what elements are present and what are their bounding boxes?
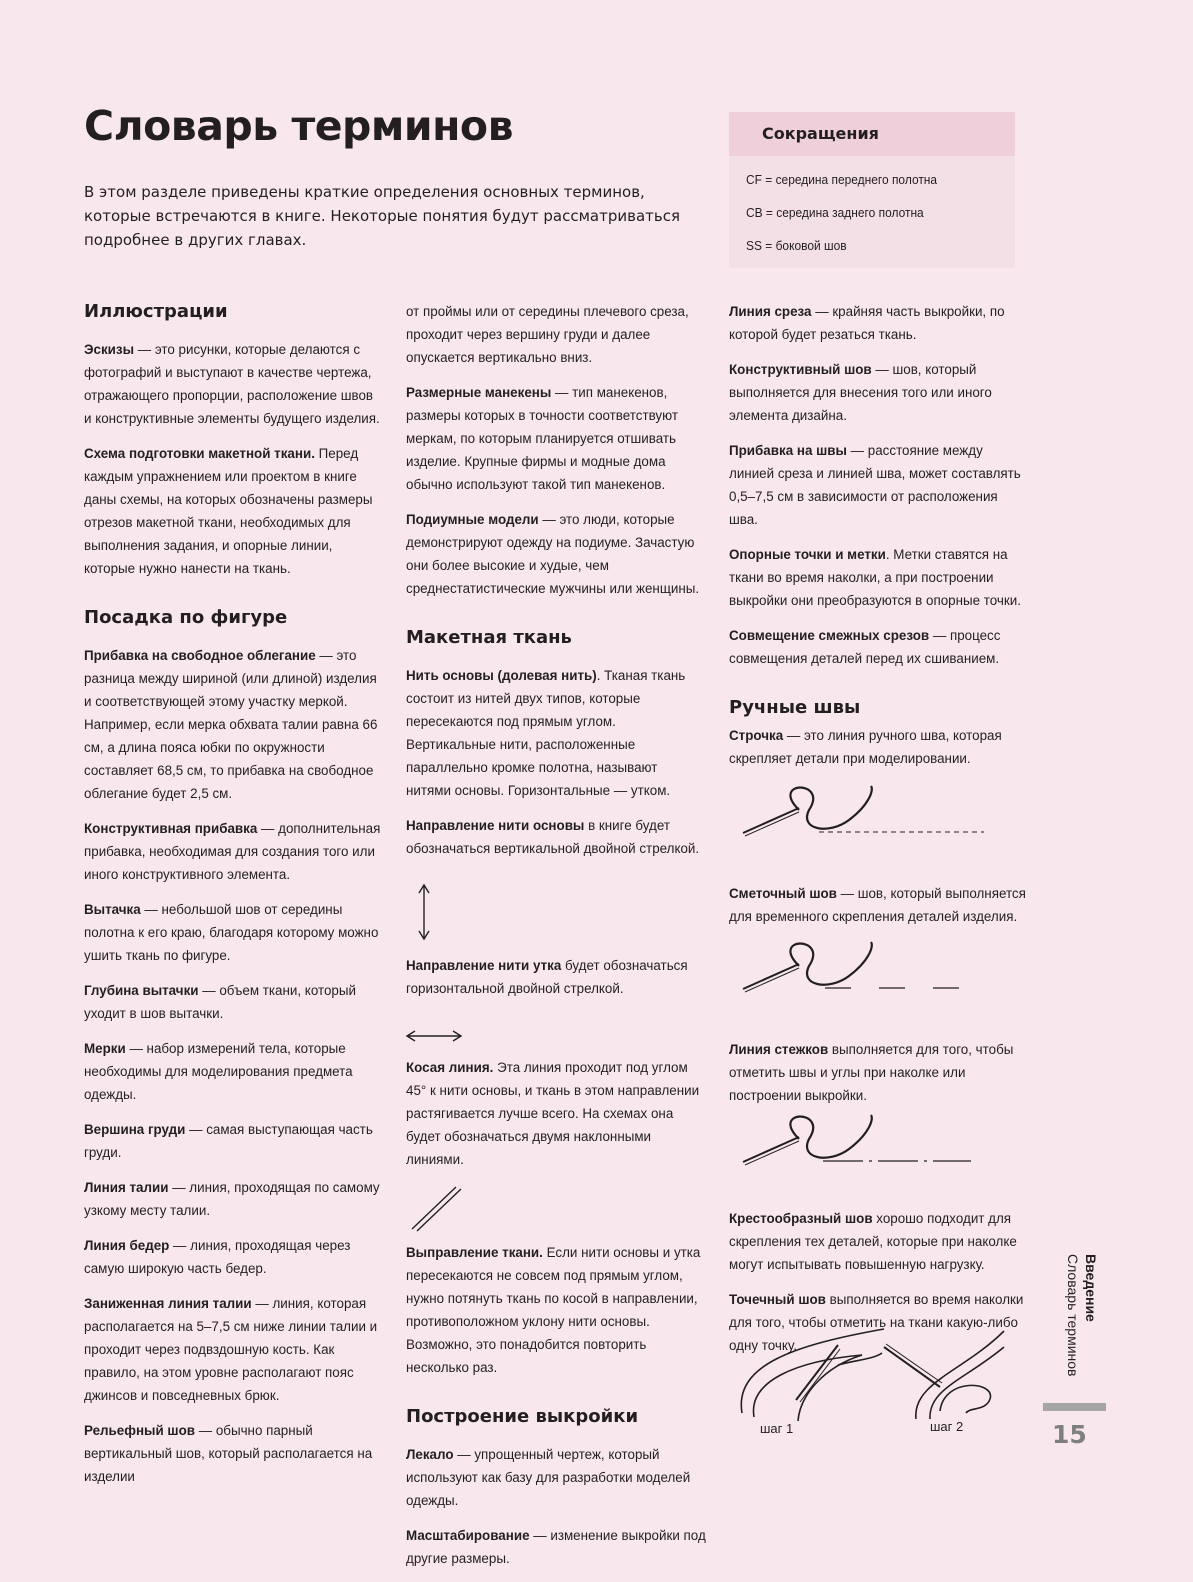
term-entry — [406, 381, 706, 496]
abbreviation-item: CB = середина заднего полотна — [746, 205, 924, 220]
definition: — линия, которая располагается на 5–7,5 см ниже линии талии и проходит через подвздошную кость. Как правило, на этом уровне располагают пояс джинсов и повседневных брюк. — [84, 1296, 378, 1403]
bias-lines-icon — [410, 1185, 470, 1235]
horizontal-double-arrow-icon — [406, 1026, 466, 1046]
definition: Перед каждым упражнением или проектом в книге даны схемы, на которых обозначены размеры отрезов макетной ткани, необходимых для выполнения задания, и опорные линии, которые нужно нанести на ткань. — [84, 446, 373, 576]
section-tab-text — [1050, 1254, 1106, 1394]
term-entry — [729, 439, 1029, 531]
term: Направление нити основы — [406, 818, 585, 833]
vertical-double-arrow-icon — [414, 882, 434, 942]
term: Опорные точки и метки — [729, 547, 886, 562]
term: Прибавка на свободное облегание — [84, 648, 316, 663]
definition: — шов, который выполняется для внесения того или иного элемента дизайна. — [729, 362, 992, 423]
tack-stitch-figure — [734, 1325, 1014, 1445]
term-entry — [729, 624, 1029, 670]
heading-illustrations: Иллюстрации — [84, 301, 228, 322]
term: Точечный шов — [729, 1292, 826, 1307]
term: Направление нити утка — [406, 958, 562, 973]
definition: . Тканая ткань состоит из нитей двух типов, которые пересекаются под прямым углом. Вертикальные нити, расположенные параллельно кромке полотна, называют нитями основы. Горизонтальные — утком. — [406, 668, 686, 798]
term-entry — [84, 817, 384, 886]
term-entry — [406, 954, 706, 1000]
abbreviations-title: Сокращения — [729, 112, 1015, 156]
term-entry — [406, 814, 706, 860]
definition: — это люди, которые демонстрируют одежду на подиуме. Зачастую они более высокие и худые, чем среднестатистические мужчины или женщины. — [406, 512, 700, 596]
term: Совмещение смежных срезов — [729, 628, 930, 643]
term: Вытачка — [84, 902, 141, 917]
term-entry — [84, 898, 384, 967]
definition: — упрощенный чертеж, который используют как базу для разработки моделей одежды. — [406, 1447, 691, 1508]
term: Прибавка на швы — [729, 443, 847, 458]
abbreviation-item: SS = боковой шов — [746, 238, 847, 253]
definition: — тип манекенов, размеры которых в точности соответствуют меркам, по которым планируется отшивать изделие. Крупные фирмы и модные дома обычно используют такой тип манекенов. — [406, 385, 678, 492]
weft-arrow-figure — [406, 1012, 706, 1056]
term: Нить основы (долевая нить) — [406, 668, 597, 683]
term-entry — [84, 1118, 384, 1164]
term: Линия стежков — [729, 1042, 829, 1057]
heading-pattern: Построение выкройки — [406, 1406, 639, 1427]
term-entry — [729, 1207, 1029, 1276]
continued-definition: от проймы или от середины плечевого среза, проходит через вершину груди и далее опускается вертикально вниз. — [406, 304, 689, 365]
term-entry — [729, 882, 1029, 928]
page-number-bar — [1043, 1403, 1106, 1411]
term: Глубина вытачки — [84, 983, 199, 998]
definition: выполняется для того, чтобы отметить швы и углы при наколке или построении выкройки. — [729, 1042, 1014, 1103]
term: Подиумные модели — [406, 512, 539, 527]
chapter-label: Введение — [1083, 1254, 1099, 1322]
basting-stitch-figure — [729, 940, 1029, 1038]
grain-arrow-figure — [406, 872, 706, 954]
definition: — линия, проходящая по самому узкому месту талии. — [84, 1180, 380, 1218]
term-entry — [729, 724, 1029, 770]
term: Масштабирование — [406, 1528, 530, 1543]
term-entry — [84, 338, 384, 430]
column-3 — [729, 300, 1029, 1369]
definition: . Метки ставятся на ткани во время наколки, а при построении выкройки они преобразуются в опорные точки. — [729, 547, 1021, 608]
term: Эскизы — [84, 342, 134, 357]
needle-thread-long-dash-icon — [739, 946, 999, 1016]
definition: — линия, проходящая через самую широкую часть бедер. — [84, 1238, 351, 1276]
definition: выполняется во время наколки для того, чтобы отметить на ткани какую-либо одну точку. — [729, 1292, 1024, 1353]
term-entry — [729, 300, 1029, 346]
definition: — набор измерений тела, которые необходимы для моделирования предмета одежды. — [84, 1041, 353, 1102]
definition: — процесс совмещения деталей перед их сшиванием. — [729, 628, 1001, 666]
definition: — это рисунки, которые делаются с фотографий и выступают в качестве чертежа, отражающего пропорции, расположение швов и конструктивные элементы будущего изделия. — [84, 342, 380, 426]
thread-tracing-figure — [729, 1119, 1029, 1207]
term: Линия бедер — [84, 1238, 170, 1253]
term: Рельефный шов — [84, 1423, 195, 1438]
definition: — изменение выкройки под другие размеры. — [406, 1528, 706, 1566]
abbreviations-list — [729, 156, 1015, 269]
term-entry — [84, 1419, 384, 1488]
term-entry — [84, 979, 384, 1025]
section-tab — [1046, 1254, 1106, 1394]
page-title: Словарь терминов — [84, 102, 514, 150]
term-entry — [406, 664, 706, 802]
definition: — это линия ручного шва, которая скрепляет детали при моделировании. — [729, 728, 1002, 766]
heading-hand-stitches: Ручные швы — [729, 697, 861, 718]
term: Заниженная линия талии — [84, 1296, 252, 1311]
definition: — объем ткани, который уходит в шов вытачки. — [84, 983, 356, 1021]
term: Конструктивный шов — [729, 362, 872, 377]
definition: — дополнительная прибавка, необходимая для создания того или иного конструктивного элемента. — [84, 821, 381, 882]
definition: хорошо подходит для скрепления тех деталей, которые при наколке могут испытывать повышенную нагрузку. — [729, 1211, 1017, 1272]
definition: — самая выступающая часть груди. — [84, 1122, 373, 1160]
term-entry — [406, 1241, 706, 1379]
term: Конструктивная прибавка — [84, 821, 258, 836]
abbreviation-item: CF = середина переднего полотна — [746, 172, 938, 187]
abbreviations-box — [729, 112, 1015, 268]
term: Выправление ткани. — [406, 1245, 543, 1260]
definition: — шов, который выполняется для временного скрепления деталей изделия. — [729, 886, 1026, 924]
column-1 — [84, 300, 384, 1500]
term-entry — [406, 1443, 706, 1512]
heading-fit: Посадка по фигуре — [84, 607, 288, 628]
term: Лекало — [406, 1447, 454, 1462]
definition: — небольшой шов от середины полотна к его краю, благодаря которому можно ушить ткань по фигуре. — [84, 902, 379, 963]
topic-label: Словарь терминов — [1065, 1254, 1081, 1377]
definition: — обычно парный вертикальный шов, который располагается на изделии — [84, 1423, 373, 1484]
needle-thread-dash-dot-icon — [739, 1119, 999, 1189]
term-entry — [84, 1176, 384, 1222]
needle-thread-dashed-icon — [739, 790, 999, 860]
term-entry — [84, 1234, 384, 1280]
term: Вершина груди — [84, 1122, 186, 1137]
term: Размерные манекены — [406, 385, 552, 400]
term-entry — [84, 644, 384, 805]
term-entry — [729, 1038, 1029, 1107]
term-entry — [406, 1524, 706, 1570]
term: Линия среза — [729, 304, 812, 319]
term-entry — [84, 1292, 384, 1407]
term: Крестообразный шов — [729, 1211, 873, 1226]
term-entry — [84, 442, 384, 580]
definition: Если нити основы и утка пересекаются не совсем под прямым углом, нужно потянуть ткань по косой в направлении, противоположном уклону нити основы. Возможно, это понадобится повторить несколько раз. — [406, 1245, 701, 1375]
running-stitch-figure — [729, 782, 1029, 882]
term: Сметочный шов — [729, 886, 837, 901]
definition: — крайняя часть выкройки, по которой будет резаться ткань. — [729, 304, 1005, 342]
term-entry — [729, 543, 1029, 612]
term-entry — [406, 508, 706, 600]
step-1-label: шаг 1 — [760, 1421, 794, 1436]
definition: — это разница между шириной (или длиной) изделия и соответствующей этому участку меркой. Например, если мерка обхвата талии равна 66 см, а длина пояса юбки по окружности составляет 68,5 см, то прибавка на свободное облегание будет 2,5 см. — [84, 648, 378, 801]
bias-line-figure — [406, 1183, 706, 1241]
column-2 — [406, 300, 706, 1582]
intro-paragraph: В этом разделе приведены краткие определения основных терминов, которые встречаются в книге. Некоторые понятия будут рассматриваться подробнее в других главах. — [84, 183, 681, 249]
heading-fabric: Макетная ткань — [406, 627, 572, 648]
page-number: 15 — [1052, 1420, 1087, 1449]
term: Линия талии — [84, 1180, 169, 1195]
definition: будет обозначаться горизонтальной двойной стрелкой. — [406, 958, 688, 996]
term-entry — [406, 1056, 706, 1171]
term: Мерки — [84, 1041, 126, 1056]
step-2-label: шаг 2 — [930, 1419, 964, 1434]
term-entry — [729, 358, 1029, 427]
term: Схема подготовки макетной ткани. — [84, 446, 315, 461]
definition: — расстояние между линией среза и линией шва, может составлять 0,5–7,5 см в зависимости от расположения шва. — [729, 443, 1021, 527]
term: Строчка — [729, 728, 784, 743]
definition: Эта линия проходит под углом 45° к нити основы, и ткань в этом направлении растягивается лучше всего. На схемах она будет обозначаться двумя наклонными линиями. — [406, 1060, 700, 1167]
definition: в книге будет обозначаться вертикальной двойной стрелкой. — [406, 818, 700, 856]
term-entry — [84, 1037, 384, 1106]
term: Косая линия. — [406, 1060, 494, 1075]
